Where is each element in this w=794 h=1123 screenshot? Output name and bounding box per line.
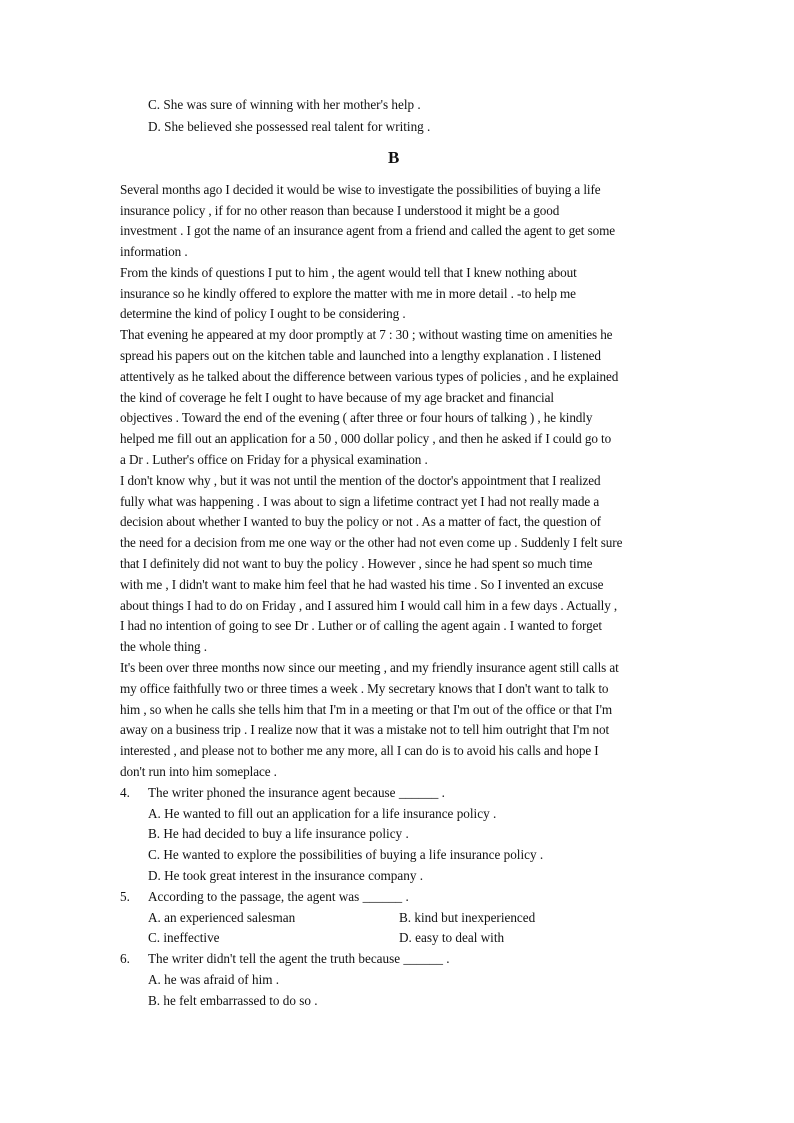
passage-line: insurance policy , if for no other reason than because I understood it might be a good — [120, 203, 560, 218]
passage-line: my office faithfully two or three times a week . My secretary knows that I don't want to talk to — [120, 681, 609, 696]
passage-line: objectives . Toward the end of the evening ( after three or four hours of talking ) , he kindly — [120, 410, 593, 425]
passage-line: I had no intention of going to see Dr . Luther or of calling the agent again . I wanted to forget — [120, 618, 602, 633]
passage-line: the need for a decision from me one way or the other had not even come up . Suddenly I felt sure — [120, 535, 623, 550]
question-number: 4. — [120, 785, 130, 800]
passage-line: decision about whether I wanted to buy the policy or not . As a matter of fact, the question of — [120, 514, 601, 529]
passage-line: that I definitely did not want to buy the policy . However , since he had spent so much time — [120, 556, 593, 571]
passage-line: spread his papers out on the kitchen table and launched into a lengthy explanation . I listened — [120, 348, 601, 363]
option-a[interactable]: A. he was afraid of him . — [148, 972, 280, 987]
passage-line: with me , I didn't want to make him feel that he had wasted his time . So I invented an excuse — [120, 577, 604, 592]
option-c[interactable]: C. He wanted to explore the possibilities of buying a life insurance policy . — [148, 847, 544, 862]
option-a[interactable]: A. an experienced salesman — [148, 910, 296, 925]
passage-line: the kind of coverage he felt I ought to have because of my age bracket and financial — [120, 390, 554, 405]
option-b[interactable]: B. He had decided to buy a life insurance policy . — [148, 826, 409, 841]
question-number: 6. — [120, 951, 130, 966]
option-a[interactable]: A. He wanted to fill out an application for a life insurance policy . — [148, 806, 497, 821]
passage-line: him , so when he calls she tells him that I'm in a meeting or that I'm out of the office or that I'm — [120, 702, 613, 717]
passage-line: a Dr . Luther's office on Friday for a physical examination . — [120, 452, 428, 467]
question-text: The writer didn't tell the agent the truth because ______ . — [148, 951, 450, 966]
passage-line: the whole thing . — [120, 639, 207, 654]
passage-line: fully what was happening . I was about to sign a lifetime contract yet I had not really made a — [120, 494, 600, 509]
passage-line: insurance so he kindly offered to explore the matter with me in more detail . -to help me — [120, 286, 576, 301]
passage-line: It's been over three months now since our meeting , and my friendly insurance agent still calls at — [120, 660, 619, 675]
option-c[interactable]: C. ineffective — [148, 930, 220, 945]
passage-line: about things I had to do on Friday , and I assured him I would call him in a few days . Actually , — [120, 598, 618, 613]
question-text: According to the passage, the agent was ______ . — [148, 889, 409, 904]
question-text: The writer phoned the insurance agent because ______ . — [148, 785, 445, 800]
passage-line: determine the kind of policy I ought to be considering . — [120, 306, 406, 321]
option-d[interactable]: D. easy to deal with — [399, 930, 505, 945]
question-number: 5. — [120, 889, 130, 904]
passage-line: attentively as he talked about the difference between various types of policies , and he explained — [120, 369, 619, 384]
passage-line: helped me fill out an application for a 50 , 000 dollar policy , and then he asked if I could go to — [120, 431, 612, 446]
option-b[interactable]: B. kind but inexperienced — [399, 910, 536, 925]
passage-line: From the kinds of questions I put to him , the agent would tell that I knew nothing about — [120, 265, 577, 280]
prev-option-d: D. She believed she possessed real talent for writing . — [148, 119, 431, 134]
passage-line: information . — [120, 244, 188, 259]
passage-line: investment . I got the name of an insurance agent from a friend and called the agent to get some — [120, 223, 616, 238]
passage-line: interested , and please not to bother me any more, all I can do is to avoid his calls and hope I — [120, 743, 599, 758]
section-heading: B — [388, 148, 400, 167]
option-b[interactable]: B. he felt embarrassed to do so . — [148, 993, 318, 1008]
passage-line: Several months ago I decided it would be wise to investigate the possibilities of buying a life — [120, 182, 601, 197]
passage-line: I don't know why , but it was not until the mention of the doctor's appointment that I realized — [120, 473, 601, 488]
option-d[interactable]: D. He took great interest in the insurance company . — [148, 868, 424, 883]
passage-line: don't run into him someplace . — [120, 764, 277, 779]
prev-option-c: C. She was sure of winning with her mother's help . — [148, 97, 421, 112]
passage-line: away on a business trip . I realize now that it was a mistake not to tell him outright that I'm not — [120, 722, 610, 737]
passage-line: That evening he appeared at my door promptly at 7 : 30 ; without wasting time on amenities he — [120, 327, 613, 342]
